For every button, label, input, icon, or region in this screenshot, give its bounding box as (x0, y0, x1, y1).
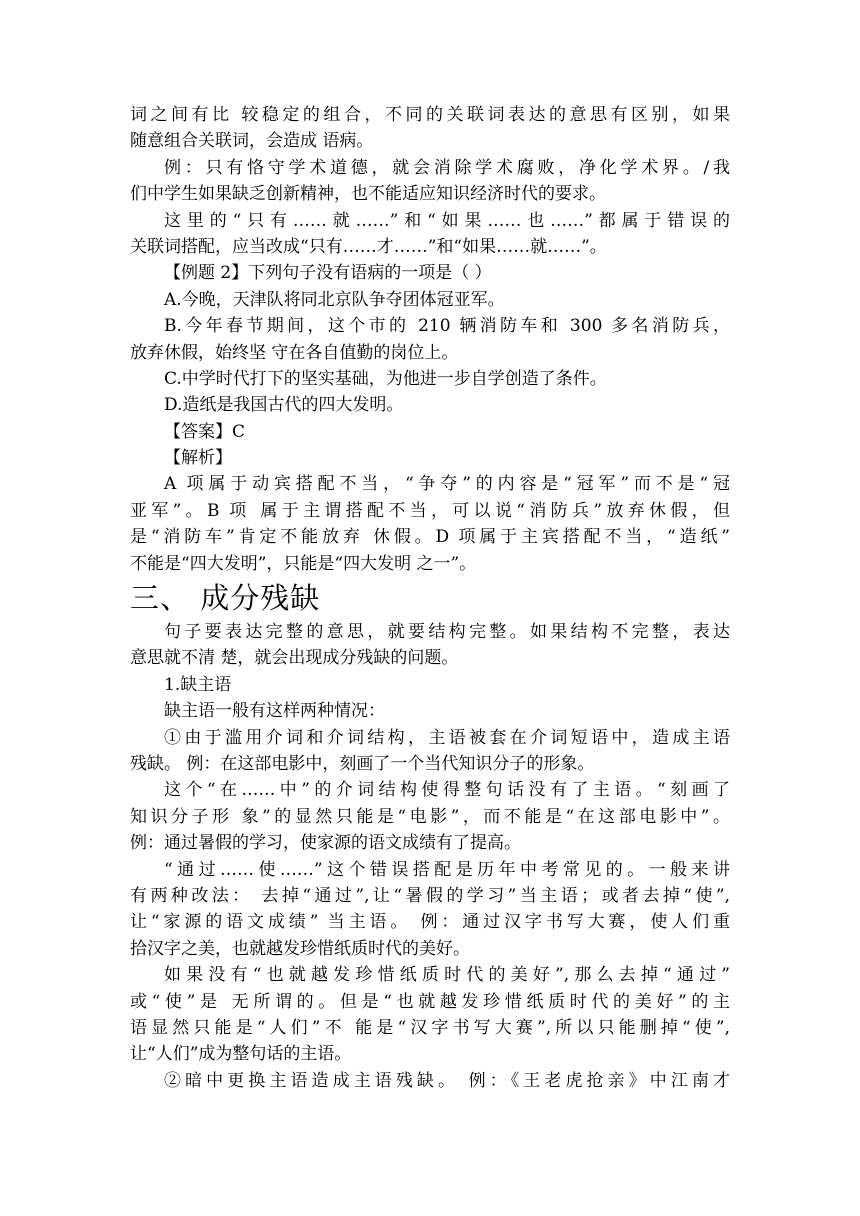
section-heading: 三、 成分残缺 (130, 581, 321, 616)
paragraph-line: 知识分子形 象”的显然只能是“电影”，而不能是“在这部电影中”。 (130, 806, 730, 827)
paragraph-line: 如果没有“也就越发珍惜纸质时代的美好”,那么去掉“通过” (164, 965, 730, 986)
paragraph-line: 随意组合关联词，会造成 语病。 (130, 131, 374, 152)
analysis-line: 不能是“四大发明”，只能是“四大发明 之一”。 (130, 553, 477, 574)
answer-label: 【答案】C (164, 421, 246, 442)
paragraph-line: 词之间有比 较稳定的组合，不同的关联词表达的意思有区别，如果 (130, 105, 730, 125)
paragraph-line: 让“家源的语文成绩” 当主语。 例：通过汉字书写大赛，使人们重 (130, 912, 730, 933)
example-line: 们中学生如果缺乏创新精神，也不能适应知识经济时代的要求。 (130, 184, 606, 205)
subsection-title: 1.缺主语 (164, 674, 232, 695)
paragraph-line: 有两种改法： 去掉“通过”,让“暑假的学习”当主语；或者去掉“使”, (130, 885, 730, 906)
document-page (130, 102, 730, 1094)
option-a: A.今晚，天津队将同北京队争夺团体冠亚军。 (164, 289, 505, 310)
case-line: 残缺。 例：在这部电影中，刻画了一个当代知识分子的形象。 (130, 753, 595, 774)
case-line: ②暗中更换主语造成主语残缺。 例：《王老虎抢亲》中江南才 (164, 1070, 730, 1091)
option-b: B.今年春节期间，这个市的 210 辆消防车和 300 多名消防兵， (164, 316, 730, 337)
paragraph-line: 句子要表达完整的意思，就要结构完整。如果结构不完整，表达 (164, 622, 730, 643)
analysis-line: A 项属于动宾搭配不当，“争夺”的内容是“冠军”而不是“冠 (164, 474, 730, 495)
paragraph-line: 这个“在……中”的介词结构使得整句话没有了主语。“刻画了 (164, 780, 730, 801)
paragraph-line: 语显然只能是“人们”不 能是“汉字书写大赛”,所以只能删掉“使”, (130, 1017, 730, 1038)
option-d: D.造纸是我国古代的四大发明。 (164, 395, 404, 416)
option-b-continued: 放弃休假，始终坚 守在各自值勤的岗位上。 (130, 342, 459, 363)
paragraph-line: 拾汉字之美，也就越发珍惜纸质时代的美好。 (130, 938, 470, 959)
analysis-line: 亚军”。B 项 属于主谓搭配不当，可以说“消防兵”放弃休假，但 (130, 500, 730, 521)
paragraph-line: 例：通过暑假的学习，使家源的语文成绩有了提高。 (130, 833, 521, 854)
paragraph-line: “通过……使……”这个错误搭配是历年中考常见的。一般来讲 (164, 859, 730, 880)
question-title: 【例题 2】下列句子没有语病的一项是（ ） (164, 263, 492, 284)
paragraph-line: 让“人们”成为整句话的主语。 (130, 1044, 352, 1065)
analysis-line: 是“消防车”肯定不能放弃 休假。D 项属于主宾搭配不当，“造纸” (130, 527, 730, 548)
paragraph-line: 或“使”是 无所谓的。但是“也就越发珍惜纸质时代的美好”的主 (130, 991, 730, 1012)
paragraph-line: 缺主语一般有这样两种情况： (164, 701, 385, 722)
paragraph-line: 关联词搭配，应当改成“只有……才……”和“如果……就……”。 (130, 236, 607, 257)
paragraph-line: 意思就不清 楚，就会出现成分残缺的问题。 (130, 648, 459, 669)
case-line: ①由于滥用介词和介词结构，主语被套在介词短语中，造成主语 (164, 727, 730, 748)
analysis-label: 【解析】 (164, 448, 232, 469)
option-c: C.中学时代打下的坚实基础，为他进一步自学创造了条件。 (164, 368, 607, 389)
paragraph-line: 这里的“只有……就……”和“如果……也……”都属于错误的 (164, 210, 730, 231)
example-line: 例：只有恪守学术道德，就会消除学术腐败，净化学术界。/我 (164, 157, 730, 178)
